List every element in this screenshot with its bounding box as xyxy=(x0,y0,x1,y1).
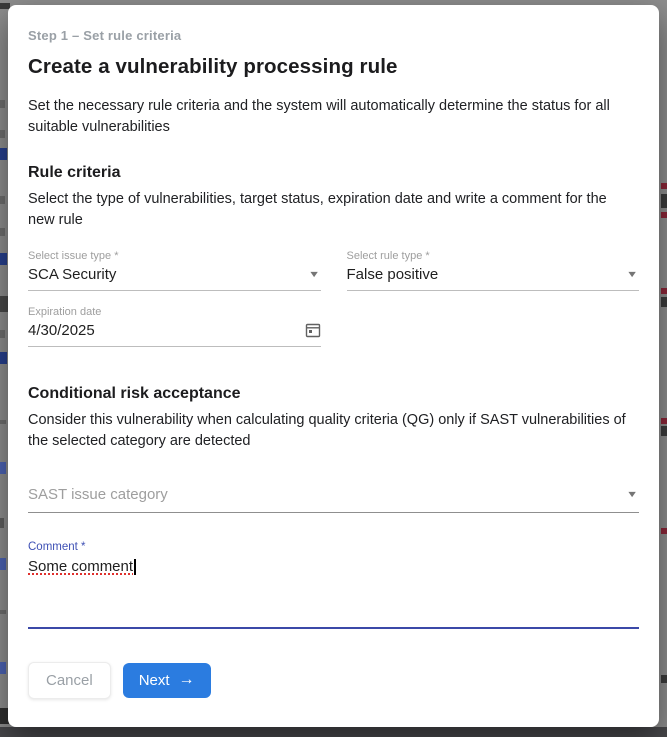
background-page-dark-strip xyxy=(0,727,667,737)
background-page-fragment xyxy=(661,528,667,534)
rule-type-select[interactable] xyxy=(347,250,640,291)
dialog-actions xyxy=(28,662,639,699)
background-page-fragment xyxy=(0,420,6,424)
background-page-fragment xyxy=(661,675,667,683)
comment-field[interactable] xyxy=(28,541,639,629)
expiration-date-field[interactable] xyxy=(28,306,321,347)
chevron-down-icon[interactable]: ▼ xyxy=(625,489,639,500)
comment-value: Some comment xyxy=(28,557,134,575)
text-caret xyxy=(134,559,136,575)
comment-label: Comment * xyxy=(28,540,86,553)
issue-type-select[interactable] xyxy=(28,250,321,291)
comment-empty-area[interactable] xyxy=(28,575,639,627)
rule-type-value: False positive xyxy=(346,265,439,283)
rule-criteria-description: Select the type of vulnerabilities, target status, expiration date and write a comment for the new rule xyxy=(28,190,607,229)
comment-focus-underline xyxy=(28,627,639,629)
background-page-fragment xyxy=(0,558,6,570)
dialog-intro-text: Set the necessary rule criteria and the system will automatically determine the status for all suitable vulnerabilities xyxy=(28,98,610,136)
background-page-fragment xyxy=(661,183,667,189)
sast-category-placeholder: SAST issue category xyxy=(28,485,168,503)
background-page-fragment xyxy=(661,194,667,208)
background-page-fragment xyxy=(0,462,6,474)
expiration-date-value: 4/30/2025 xyxy=(28,321,95,339)
conditional-risk-description: Consider this vulnerability when calculating quality criteria (QG) only if SAST vulnerabilities of the selected category are detected xyxy=(28,411,626,450)
arrow-right-icon: → xyxy=(178,671,195,689)
create-rule-dialog xyxy=(8,5,659,727)
sast-category-select[interactable] xyxy=(28,486,639,513)
background-page-fragment xyxy=(661,288,667,294)
background-page-fragment xyxy=(0,130,5,138)
chevron-down-icon[interactable]: ▼ xyxy=(307,269,320,280)
background-page-fragment xyxy=(0,330,5,338)
background-page-fragment xyxy=(0,518,4,528)
background-page-fragment xyxy=(0,196,5,204)
rule-criteria-fields xyxy=(28,250,639,291)
calendar-icon[interactable] xyxy=(305,322,321,338)
step-indicator: Step 1 – Set rule criteria xyxy=(28,28,182,43)
chevron-down-icon[interactable]: ▼ xyxy=(625,269,639,280)
background-page-fragment xyxy=(661,418,667,424)
issue-type-label: Select issue type * xyxy=(28,249,119,262)
background-page-fragment xyxy=(661,212,667,218)
background-page-fragment xyxy=(0,662,6,674)
background-page-fragment xyxy=(0,253,7,265)
rule-type-label: Select rule type * xyxy=(346,249,430,262)
dialog-title: Create a vulnerability processing rule xyxy=(28,55,398,78)
background-page-fragment xyxy=(0,228,5,236)
background-page-fragment xyxy=(661,297,667,307)
next-button-label: Next xyxy=(138,671,170,689)
background-page-fragment xyxy=(0,148,7,160)
background-page-fragment xyxy=(0,296,8,312)
background-page-fragment xyxy=(661,426,667,436)
rule-criteria-heading: Rule criteria xyxy=(28,163,121,181)
expiration-date-label: Expiration date xyxy=(28,305,102,318)
cancel-button[interactable]: Cancel xyxy=(28,662,111,699)
conditional-risk-heading: Conditional risk acceptance xyxy=(28,384,241,402)
issue-type-value: SCA Security xyxy=(28,265,117,283)
next-button[interactable] xyxy=(123,663,211,698)
background-page-fragment xyxy=(0,100,5,108)
background-page-fragment xyxy=(0,610,6,614)
background-page-fragment xyxy=(0,352,7,364)
